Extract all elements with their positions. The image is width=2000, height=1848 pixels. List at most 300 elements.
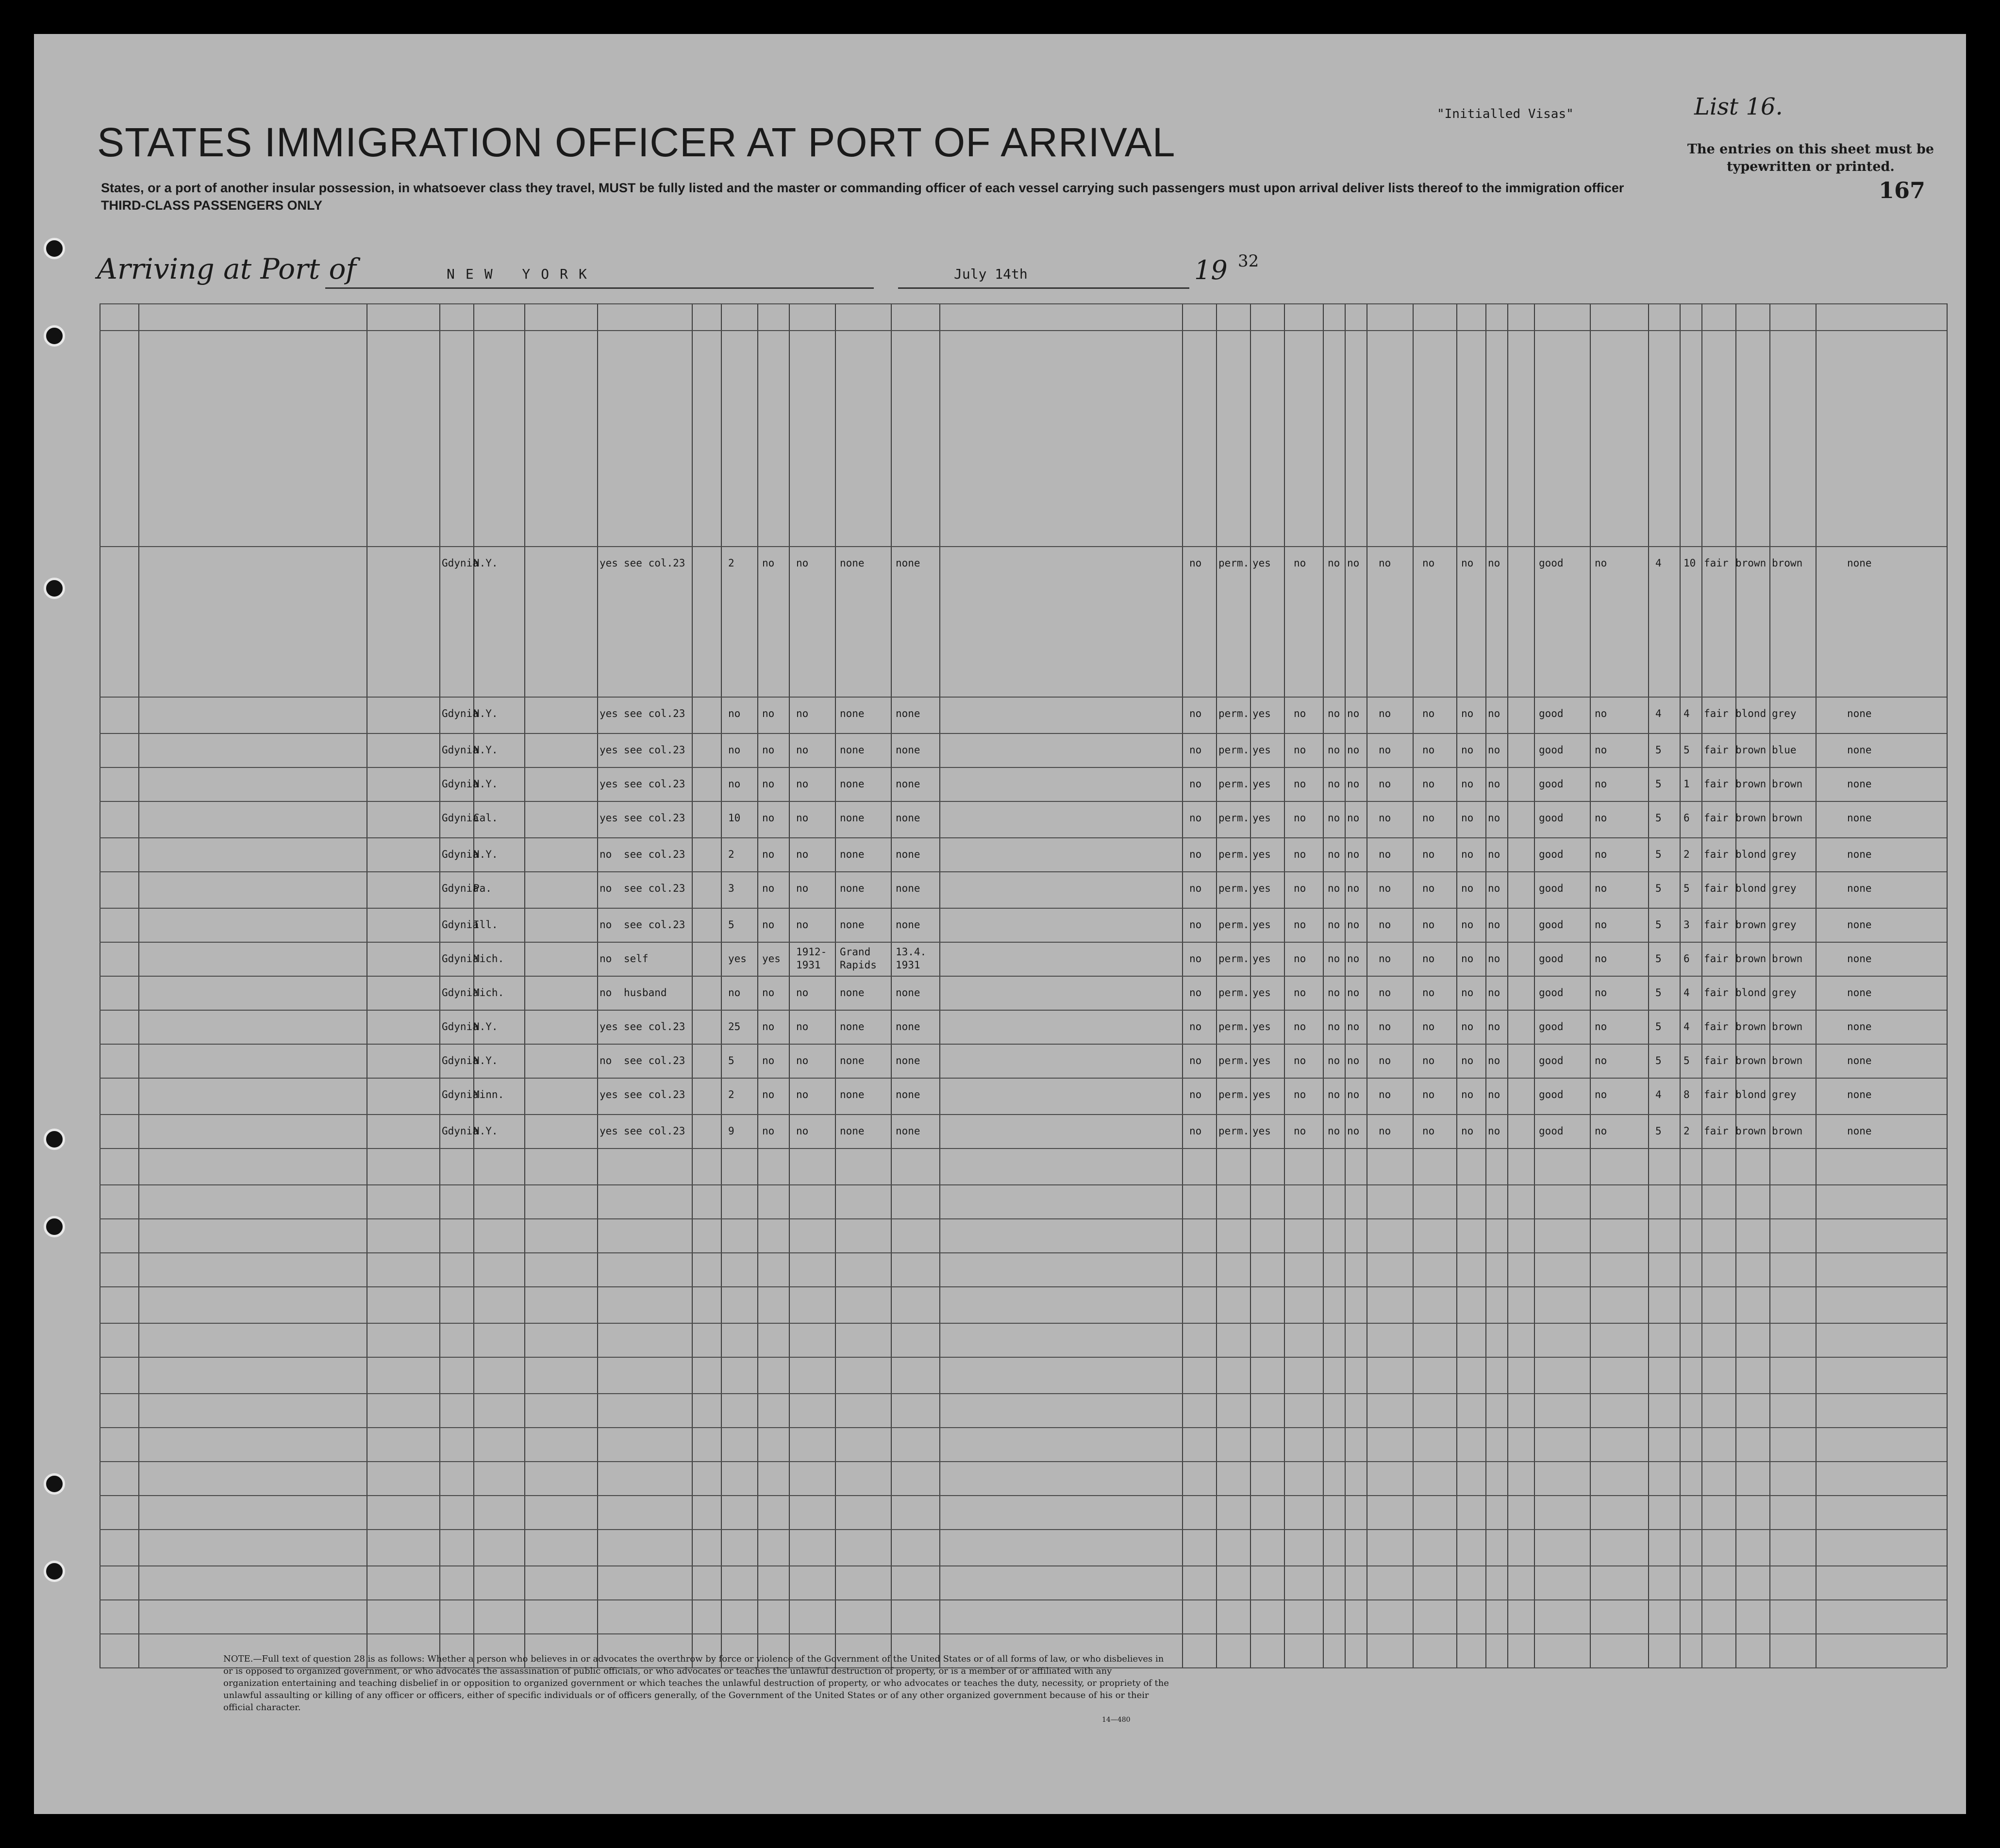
cell-marks: none — [1847, 1125, 1872, 1137]
cell-q28: no — [1379, 882, 1391, 894]
cell-paid: see col.23 — [624, 812, 685, 824]
cell-ticket: no — [600, 849, 612, 860]
cell-before: no — [762, 744, 775, 756]
cell-polyg: no — [1328, 882, 1340, 894]
column-header-c29 — [1414, 345, 1455, 544]
row-rule — [100, 871, 1947, 872]
cell-inches: 10 — [1683, 557, 1696, 569]
cell-anarch: no — [1347, 882, 1360, 894]
cell-state: N.Y. — [473, 849, 498, 860]
cell-feet: 5 — [1655, 812, 1662, 824]
cell-citizen: yes — [1252, 953, 1271, 965]
cell-feet: 5 — [1655, 1125, 1662, 1137]
column-header-c16 — [101, 345, 137, 534]
cell-return: no — [1189, 1125, 1202, 1137]
binder-hole — [44, 578, 65, 599]
row-rule — [100, 976, 1947, 977]
cell-prison: no — [1294, 557, 1306, 569]
cell-polyg: no — [1328, 1089, 1340, 1100]
column-header-c18b — [441, 442, 472, 461]
cell-q30: no — [1461, 1021, 1474, 1032]
cell-country: Gdynia — [442, 849, 479, 860]
cell-q29: no — [1422, 812, 1435, 824]
cell-hair: brown — [1735, 557, 1767, 569]
cell-citizen: yes — [1252, 744, 1271, 756]
cell-years: no — [796, 557, 809, 569]
column-rule — [1769, 303, 1770, 1667]
cell-return: no — [1189, 1055, 1202, 1066]
cell-where: none — [840, 1125, 865, 1137]
cell-q31: no — [1488, 1089, 1500, 1100]
cell-before: no — [762, 1125, 775, 1137]
column-header-c34a — [1650, 437, 1678, 485]
cell-country: Gdynia — [442, 1055, 479, 1066]
cell-departure: 13.4. 1931 — [896, 946, 927, 971]
cell-q29: no — [1422, 778, 1435, 790]
cell-marks: none — [1847, 919, 1872, 931]
cell-inches: 5 — [1683, 882, 1690, 894]
column-header-c18 — [368, 335, 523, 364]
column-header-c22 — [722, 345, 938, 383]
cell-q30: no — [1461, 1089, 1474, 1100]
column-rule — [1590, 303, 1591, 1667]
cell-state: N.Y. — [473, 1055, 498, 1066]
cell-years: no — [796, 1021, 809, 1032]
cell-eyes: brown — [1772, 1021, 1803, 1032]
cell-money: 2 — [728, 1089, 734, 1100]
cell-where: none — [840, 708, 865, 719]
cell-return: no — [1189, 778, 1202, 790]
cell-length: perm. — [1218, 987, 1250, 999]
cell-anarch: no — [1347, 849, 1360, 860]
form-title: STATES IMMIGRATION OFFICER AT PORT OF ARRIVAL — [97, 119, 1176, 165]
row-rule — [100, 767, 1947, 768]
form-instruction-line: States, or a port of another insular possession, in whatsoever class they travel, MUST be fully listed and the master or commanding officer of each vessel carrying such passengers must upon arrival deliver lists thereof to the immigration officer — [101, 181, 1624, 195]
cell-q29: no — [1422, 1089, 1435, 1100]
cell-inches: 2 — [1683, 849, 1690, 860]
cell-deformed: no — [1595, 744, 1607, 756]
cell-money: 2 — [728, 849, 734, 860]
cell-prison: no — [1294, 708, 1306, 719]
cell-health: good — [1539, 882, 1564, 894]
cell-where: none — [840, 849, 865, 860]
cell-feet: 4 — [1655, 557, 1662, 569]
cell-health: good — [1539, 557, 1564, 569]
cell-years: no — [796, 1125, 809, 1137]
cell-prison: no — [1294, 778, 1306, 790]
cell-ticket: no — [600, 953, 612, 965]
cell-money: 2 — [728, 557, 734, 569]
column-rule — [1413, 303, 1414, 1667]
cell-return: no — [1189, 919, 1202, 931]
cell-before: no — [762, 778, 775, 790]
cell-country: Gdynia — [442, 882, 479, 894]
cell-paid: see col.23 — [624, 708, 685, 719]
cell-length: perm. — [1218, 849, 1250, 860]
column-header-c17 — [140, 350, 365, 500]
cell-paid: see col.23 — [624, 1021, 685, 1032]
cell-before: no — [762, 849, 775, 860]
list-number — [1694, 93, 1783, 120]
cell-anarch: no — [1347, 1021, 1360, 1032]
cell-paid: see col.23 — [624, 919, 685, 931]
cell-ticket: no — [600, 987, 612, 999]
cell-deformed: no — [1595, 557, 1607, 569]
column-header-c22_ifyes — [759, 398, 938, 410]
cell-years: no — [796, 1055, 809, 1066]
manifest-table — [100, 303, 1947, 1667]
cell-state: Cal. — [473, 812, 498, 824]
cell-q30: no — [1461, 1055, 1474, 1066]
cell-where: none — [840, 1089, 865, 1100]
cell-anarch: no — [1347, 557, 1360, 569]
cell-health: good — [1539, 812, 1564, 824]
binder-hole — [44, 1129, 65, 1150]
column-header-c33 — [1535, 364, 1588, 466]
cell-paid: see col.23 — [624, 849, 685, 860]
cell-hair: brown — [1735, 744, 1767, 756]
cell-deformed: no — [1595, 1089, 1607, 1100]
row-rule — [100, 697, 1947, 698]
cell-deformed: no — [1595, 1021, 1607, 1032]
cell-length: perm. — [1218, 812, 1250, 824]
cell-citizen: yes — [1252, 919, 1271, 931]
cell-length: perm. — [1218, 557, 1250, 569]
cell-deformed: no — [1595, 708, 1607, 719]
column-header-c34 — [1591, 364, 1647, 393]
cell-country: Gdynia — [442, 812, 479, 824]
column-rule — [721, 303, 722, 1667]
cell-inches: 8 — [1683, 1089, 1690, 1100]
cell-departure: none — [896, 987, 920, 999]
cell-q29: no — [1422, 953, 1435, 965]
cell-inches: 4 — [1683, 987, 1690, 999]
cell-before: no — [762, 882, 775, 894]
cell-years: no — [796, 882, 809, 894]
column-rule — [1947, 303, 1948, 1667]
column-header-c19 — [526, 335, 596, 544]
cell-marks: none — [1847, 849, 1872, 860]
cell-prison: no — [1294, 882, 1306, 894]
cell-eyes: brown — [1772, 812, 1803, 824]
cell-complexion: fair — [1704, 1055, 1729, 1066]
cell-citizen: yes — [1252, 987, 1271, 999]
row-rule — [100, 1010, 1947, 1011]
port-underline — [325, 287, 874, 289]
cell-hair: brown — [1735, 1021, 1767, 1032]
cell-eyes: grey — [1772, 708, 1797, 719]
cell-deformed: no — [1595, 987, 1607, 999]
cell-return: no — [1189, 812, 1202, 824]
column-header-c35 — [1703, 398, 1734, 442]
cell-deformed: no — [1595, 882, 1607, 894]
cell-health: good — [1539, 919, 1564, 931]
cell-marks: none — [1847, 778, 1872, 790]
row-rule — [100, 837, 1947, 838]
cell-q28: no — [1379, 1125, 1391, 1137]
row-rule — [100, 1323, 1947, 1324]
cell-ticket: yes — [600, 744, 618, 756]
cell-q28: no — [1379, 987, 1391, 999]
cell-length: perm. — [1218, 778, 1250, 790]
row-rule — [100, 1599, 1947, 1600]
column-rule — [757, 303, 758, 1667]
column-header-c18b_group — [441, 388, 523, 417]
cell-complexion: fair — [1704, 1021, 1729, 1032]
cell-anarch: no — [1347, 812, 1360, 824]
cell-country: Gdynia — [442, 1021, 479, 1032]
row-rule — [100, 1427, 1947, 1428]
list-label: List — [1694, 93, 1739, 120]
cell-departure: none — [896, 557, 920, 569]
cell-complexion: fair — [1704, 778, 1729, 790]
column-header-c22a — [722, 442, 756, 495]
row-rule — [100, 1357, 1947, 1358]
cell-country: Gdynia — [442, 744, 479, 756]
cell-anarch: no — [1347, 987, 1360, 999]
cell-return: no — [1189, 1089, 1202, 1100]
cell-citizen: yes — [1252, 708, 1271, 719]
cell-citizen: yes — [1252, 778, 1271, 790]
cell-marks: none — [1847, 1055, 1872, 1066]
column-rule — [1216, 303, 1217, 1667]
cell-q28: no — [1379, 708, 1391, 719]
cell-marks: none — [1847, 882, 1872, 894]
cell-state: N.Y. — [473, 557, 498, 569]
cell-citizen: yes — [1252, 1089, 1271, 1100]
list-number-value: 16. — [1746, 93, 1783, 120]
cell-where: Grand Rapids — [840, 946, 877, 971]
row-rule — [100, 1252, 1947, 1253]
cell-complexion: fair — [1704, 744, 1729, 756]
cell-years: no — [796, 778, 809, 790]
column-rule — [473, 303, 474, 1667]
binder-hole — [44, 238, 65, 259]
cell-health: good — [1539, 1021, 1564, 1032]
cell-years: no — [796, 744, 809, 756]
cell-q31: no — [1488, 778, 1500, 790]
cell-q30: no — [1461, 953, 1474, 965]
cell-ticket: yes — [600, 1125, 618, 1137]
form-number: 14—480 — [1102, 1716, 1131, 1724]
cell-return: no — [1189, 987, 1202, 999]
column-header-c23 — [941, 369, 1181, 437]
cell-country: Gdynia — [442, 987, 479, 999]
arrival-year-prefix: 19 — [1194, 255, 1228, 285]
cell-return: no — [1189, 708, 1202, 719]
cell-years: 1912- 1931 — [796, 946, 827, 971]
cell-marks: none — [1847, 953, 1872, 965]
cell-complexion: fair — [1704, 1089, 1729, 1100]
cell-q29: no — [1422, 849, 1435, 860]
cell-q28: no — [1379, 953, 1391, 965]
cell-eyes: brown — [1772, 778, 1803, 790]
cell-hair: blond — [1735, 1089, 1767, 1100]
cell-health: good — [1539, 778, 1564, 790]
cell-polyg: no — [1328, 812, 1340, 824]
column-header-c24c — [1251, 376, 1283, 544]
cell-state: Pa. — [473, 882, 492, 894]
cell-inches: 6 — [1683, 812, 1690, 824]
cell-state: Ill. — [473, 919, 498, 931]
cell-q28: no — [1379, 557, 1391, 569]
cell-paid: see col.23 — [624, 882, 685, 894]
cell-eyes: grey — [1772, 849, 1797, 860]
cell-eyes: grey — [1772, 882, 1797, 894]
cell-years: no — [796, 708, 809, 719]
cell-money: 5 — [728, 919, 734, 931]
cell-prison: no — [1294, 744, 1306, 756]
cell-deformed: no — [1595, 849, 1607, 860]
arrival-port: NEW YORK — [447, 266, 598, 282]
cell-health: good — [1539, 953, 1564, 965]
column-header-c30 — [1458, 345, 1484, 544]
cell-state: Minn. — [473, 1089, 504, 1100]
cell-q29: no — [1422, 1055, 1435, 1066]
cell-departure: none — [896, 1089, 920, 1100]
cell-complexion: fair — [1704, 812, 1729, 824]
column-header-c31 — [1487, 345, 1506, 544]
cell-q29: no — [1422, 744, 1435, 756]
cell-years: no — [796, 1089, 809, 1100]
cell-length: perm. — [1218, 1021, 1250, 1032]
cell-state: N.Y. — [473, 1021, 498, 1032]
cell-state: N.Y. — [473, 708, 498, 719]
cell-country: Gdynia — [442, 708, 479, 719]
cell-anarch: no — [1347, 1125, 1360, 1137]
cell-anarch: no — [1347, 919, 1360, 931]
cell-eyes: blue — [1772, 744, 1797, 756]
row-rule — [100, 1044, 1947, 1045]
cell-eyes: grey — [1772, 987, 1797, 999]
manifest-sheet — [34, 34, 1966, 1814]
cell-hair: brown — [1735, 953, 1767, 965]
cell-complexion: fair — [1704, 708, 1729, 719]
column-rule — [597, 303, 598, 1667]
row-rule — [100, 801, 1947, 802]
cell-citizen: yes — [1252, 1021, 1271, 1032]
cell-return: no — [1189, 849, 1202, 860]
cell-departure: none — [896, 812, 920, 824]
cell-q28: no — [1379, 744, 1391, 756]
cell-hair: brown — [1735, 919, 1767, 931]
cell-prison: no — [1294, 1021, 1306, 1032]
binder-hole — [44, 325, 65, 347]
cell-eyes: grey — [1772, 1089, 1797, 1100]
cell-country: Gdynia — [442, 557, 479, 569]
cell-eyes: brown — [1772, 1055, 1803, 1066]
cell-q28: no — [1379, 919, 1391, 931]
cell-ticket: no — [600, 882, 612, 894]
question-28-note: NOTE.—Full text of question 28 is as follows: Whether a person who believes in or advocates the overthrow by force or violence of the Government of the United States or of all forms of law, or who disbelieves in or is opposed to organized government, or who advocates the assassination of public officials, or who advocates or teaches the unlawful destruction of property, or is a member of or affiliated with any organization entertaining and teaching disbelief in or opposition to organized government or which teaches the unlawful destruction of property, or who advocates or teaches the duty, necessity, or propriety of the unlawful assaulting or killing of any officer or officers, either of specific individuals or of officers generally, of the Government of the United States or of any other organized government because of his or their official character. — [223, 1654, 1169, 1713]
cell-prison: no — [1294, 987, 1306, 999]
cell-deformed: no — [1595, 778, 1607, 790]
column-rule — [1284, 303, 1285, 1667]
cell-hair: brown — [1735, 812, 1767, 824]
cell-country: Gdynia — [442, 1089, 479, 1100]
cell-inches: 4 — [1683, 1021, 1690, 1032]
cell-return: no — [1189, 1021, 1202, 1032]
cell-prison: no — [1294, 812, 1306, 824]
cell-q30: no — [1461, 987, 1474, 999]
column-rule — [891, 303, 892, 1667]
cell-state: Mich. — [473, 987, 504, 999]
cell-paid: see col.23 — [624, 778, 685, 790]
cell-q30: no — [1461, 708, 1474, 719]
arrival-year-suffix: 32 — [1238, 251, 1259, 271]
column-rule — [1345, 303, 1346, 1667]
cell-deformed: no — [1595, 1055, 1607, 1066]
cell-deformed: no — [1595, 1125, 1607, 1137]
cell-departure: none — [896, 708, 920, 719]
cell-health: good — [1539, 744, 1564, 756]
cell-length: perm. — [1218, 1089, 1250, 1100]
cell-polyg: no — [1328, 1055, 1340, 1066]
cell-marks: none — [1847, 744, 1872, 756]
cell-deformed: no — [1595, 812, 1607, 824]
cell-polyg: no — [1328, 849, 1340, 860]
cell-before: no — [762, 1089, 775, 1100]
cell-where: none — [840, 987, 865, 999]
cell-complexion: fair — [1704, 919, 1729, 931]
cell-q28: no — [1379, 1021, 1391, 1032]
column-rule — [1648, 303, 1649, 1667]
cell-complexion: fair — [1704, 849, 1729, 860]
column-header-c20_note — [599, 417, 690, 481]
column-header-c20 — [599, 369, 690, 413]
cell-paid: see col.23 — [624, 1055, 685, 1066]
column-header-c24a — [1183, 376, 1215, 544]
cell-feet: 5 — [1655, 987, 1662, 999]
cell-inches: 2 — [1683, 1125, 1690, 1137]
cell-inches: 5 — [1683, 744, 1690, 756]
cell-q28: no — [1379, 849, 1391, 860]
cell-ticket: no — [600, 919, 612, 931]
cell-departure: none — [896, 1021, 920, 1032]
cell-complexion: fair — [1704, 987, 1729, 999]
cell-ticket: no — [600, 1055, 612, 1066]
cell-ticket: yes — [600, 1021, 618, 1032]
cell-polyg: no — [1328, 778, 1340, 790]
cell-hair: blond — [1735, 708, 1767, 719]
cell-polyg: no — [1328, 987, 1340, 999]
cell-eyes: brown — [1772, 1125, 1803, 1137]
cell-q31: no — [1488, 1021, 1500, 1032]
row-rule — [100, 330, 1947, 331]
column-header-c27 — [1346, 345, 1365, 544]
cell-eyes: brown — [1772, 557, 1803, 569]
cell-inches: 1 — [1683, 778, 1690, 790]
column-header-c25 — [1285, 345, 1321, 544]
cell-before: no — [762, 708, 775, 719]
cell-eyes: grey — [1772, 919, 1797, 931]
cell-money: yes — [728, 953, 747, 965]
cell-departure: none — [896, 849, 920, 860]
cell-paid: husband — [624, 987, 667, 999]
cell-feet: 5 — [1655, 953, 1662, 965]
cell-health: good — [1539, 708, 1564, 719]
cell-prison: no — [1294, 1089, 1306, 1100]
cell-health: good — [1539, 1055, 1564, 1066]
cell-feet: 4 — [1655, 708, 1662, 719]
column-rule — [1816, 303, 1817, 1667]
cell-prison: no — [1294, 1055, 1306, 1066]
cell-q28: no — [1379, 778, 1391, 790]
cell-marks: none — [1847, 557, 1872, 569]
column-header-c37 — [1817, 398, 1945, 437]
cell-health: good — [1539, 1125, 1564, 1137]
cell-departure: none — [896, 778, 920, 790]
